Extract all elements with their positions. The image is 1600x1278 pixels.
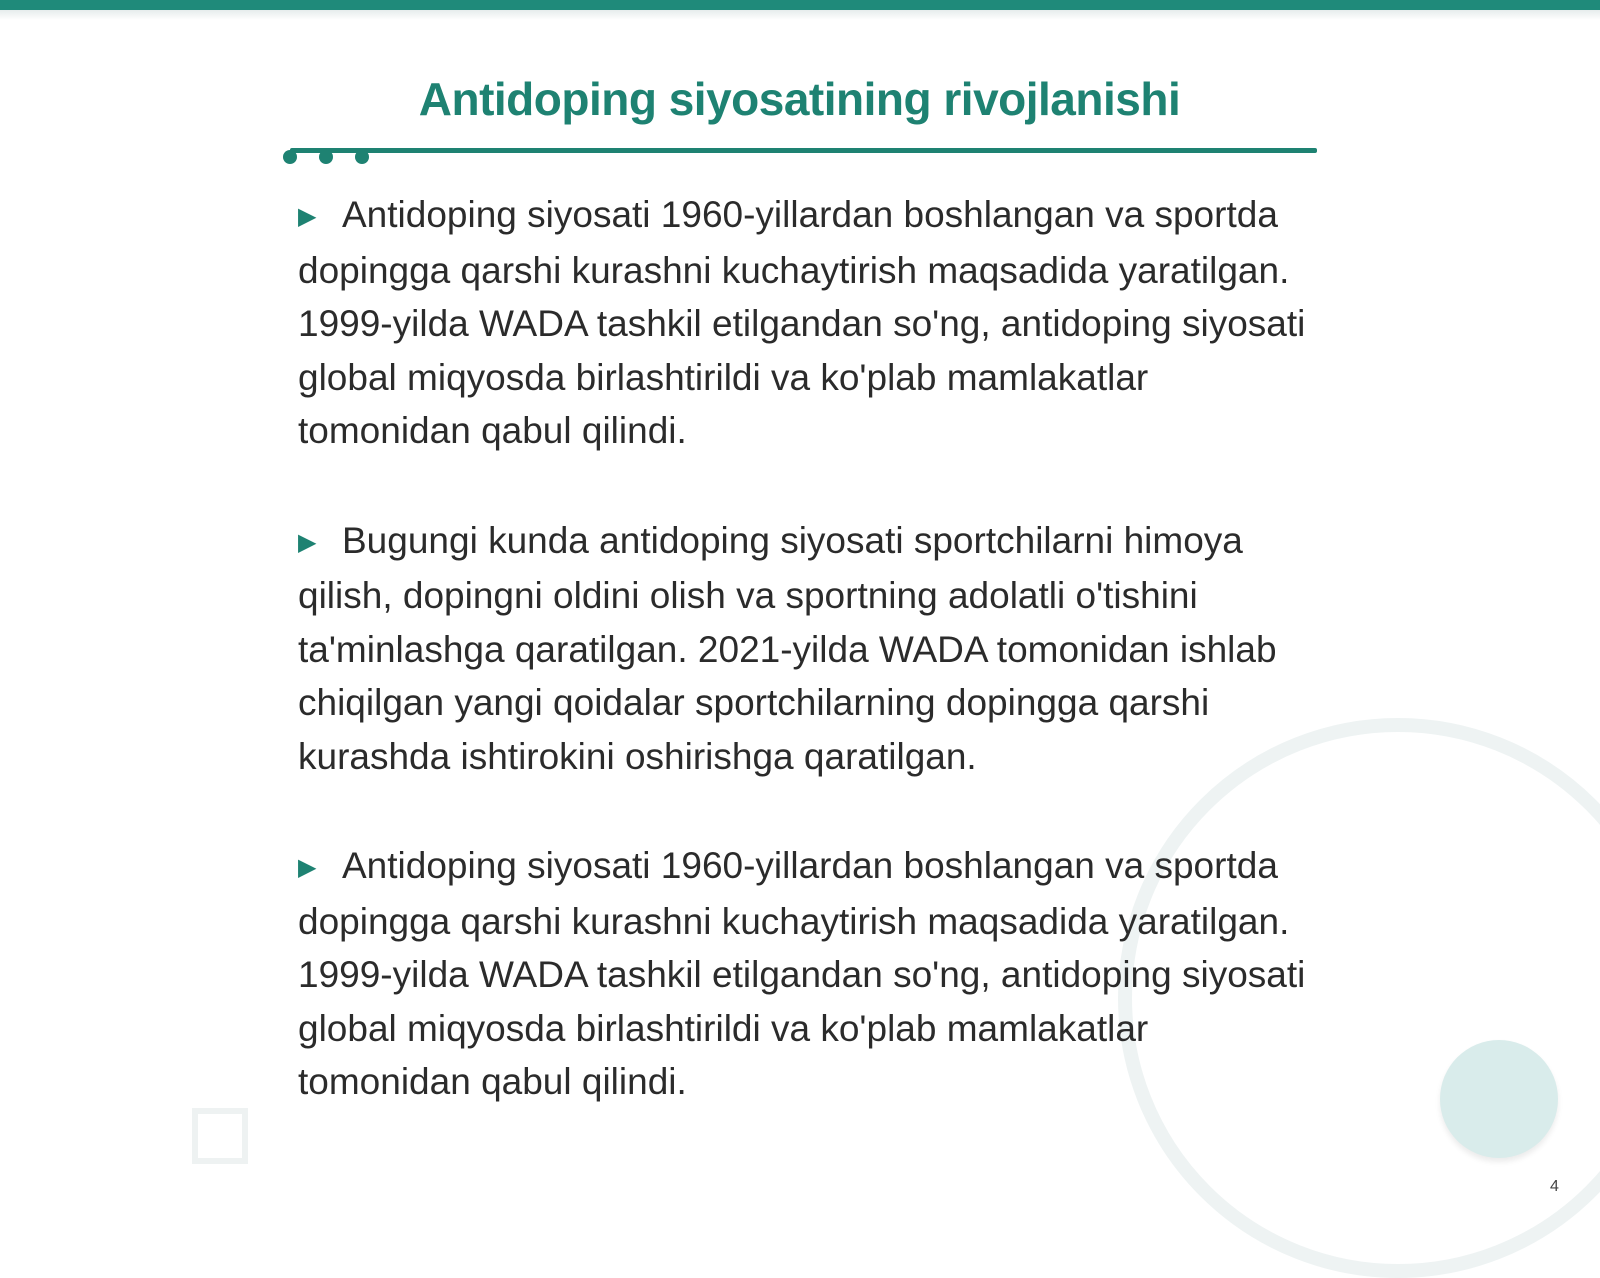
triangle-right-bullet-icon: ▶ (298, 854, 317, 881)
bullet-paragraph (298, 514, 1328, 784)
page-number: 4 (1550, 1178, 1559, 1195)
triangle-right-bullet-icon: ▶ (298, 203, 317, 230)
top-accent-bar (0, 0, 1600, 10)
top-bar-shadow (0, 10, 1600, 20)
bullet-paragraph (298, 839, 1328, 1109)
paragraph-text: Antidoping siyosati 1960-yillardan boshlangan va sportda dopingga qarshi kurashni kuchaytirish maqsadida yaratilgan. 1999-yilda WADA tashkil etilgandan so'ng, antidoping siyosati global miqyosda birlashtirildi va ko'plab mamlakatlar tomonidan qabul qilindi. (298, 194, 1306, 451)
slide-title: Antidoping siyosatining rivojlanishi (418, 73, 1181, 125)
paragraph-text: Bugungi kunda antidoping siyosati sportchilarni himoya qilish, dopingni oldini olish va sportning adolatli o'tishini ta'minlashga qaratilgan. 2021-yilda WADA tomonidan ishlab chiqilgan yangi qoidalar sportchilarning dopingga qarshi kurashda ishtirokini oshirishga qaratilgan. (298, 519, 1277, 777)
bullet-paragraph (298, 188, 1328, 458)
decorative-dot (319, 150, 333, 164)
triangle-right-bullet-icon: ▶ (298, 528, 317, 556)
title-underline (290, 148, 1317, 153)
decorative-circle (1440, 1040, 1558, 1158)
slide-content (298, 188, 1328, 1165)
decorative-dot (283, 150, 297, 164)
decorative-dot (355, 150, 369, 164)
paragraph-text: Antidoping siyosati 1960-yillardan boshlangan va sportda dopingga qarshi kurashni kuchaytirish maqsadida yaratilgan. 1999-yilda WADA tashkil etilgandan so'ng, antidoping siyosati global miqyosda birlashtirildi va ko'plab mamlakatlar tomonidan qabul qilindi. (298, 845, 1306, 1102)
decorative-square (192, 1108, 248, 1164)
